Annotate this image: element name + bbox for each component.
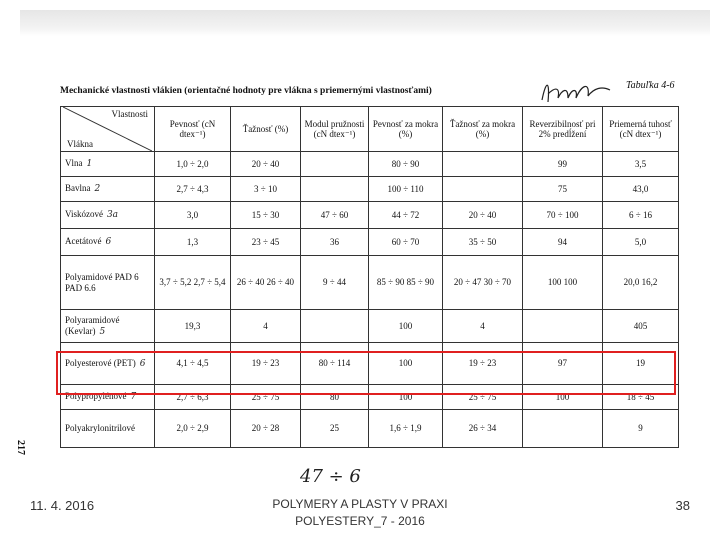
header-cell: Reverzibilnosť pri 2% predĺžení [523,107,603,152]
book-page-number: 217 [15,440,26,455]
table-caption: Tabuľka 4-6 [626,80,675,91]
handwritten-note: 47 ÷ 6 [300,466,361,487]
header-cell: Ťažnosť za mokra (%) [443,107,523,152]
table-cell: 85 ÷ 90 85 ÷ 90 [369,256,443,310]
handwritten-mark: 6 [139,358,146,369]
table-cell: 405 [603,310,679,343]
table-cell: 44 ÷ 72 [369,202,443,229]
table-cell: 25 ÷ 75 [231,385,301,410]
fiber-name: Polyesterové (PET) [65,357,136,368]
table-cell: 100 100 [523,256,603,310]
table-cell: 2,7 ÷ 6,3 [155,385,231,410]
table-cell [523,310,603,343]
handwritten-mark: 3a [106,210,119,221]
table-cell: 100 [369,343,443,385]
table-cell: 43,0 [603,177,679,202]
table-cell: 100 [369,385,443,410]
fiber-name: Polyakrylonitrilové [65,423,135,434]
fiber-name: Polypropylénové [65,391,127,402]
table-row [61,410,679,448]
handwritten-mark: 6 [105,237,112,248]
table-cell: 20,0 16,2 [603,256,679,310]
fiber-properties-table [60,106,679,448]
header-cell: Pevnosť za mokra (%) [369,107,443,152]
header-cell: Modul pružnosti (cN dtex⁻¹) [301,107,369,152]
table-cell: 4 [231,310,301,343]
table-cell [301,177,369,202]
table-cell: 9 ÷ 44 [301,256,369,310]
highlight-box-polyester-row [56,351,676,395]
table-row [61,229,679,256]
table-cell: 4 [443,310,523,343]
fiber-name: Vlna [65,158,83,169]
table-cell: 19 ÷ 23 [231,343,301,385]
fiber-name-cell [61,256,155,310]
table-cell: 19 [603,343,679,385]
table-cell: 75 [523,177,603,202]
fiber-name-cell [61,410,155,448]
table-cell: 99 [523,152,603,177]
footer-page-number: 38 [675,498,690,513]
fiber-name: Acetátové [65,236,102,247]
table-cell: 19,3 [155,310,231,343]
table-cell: 20 ÷ 40 [231,152,301,177]
table-cell: 26 ÷ 34 [443,410,523,448]
table-cell: 3 ÷ 10 [231,177,301,202]
table-cell: 4,1 ÷ 4,5 [155,343,231,385]
handwritten-mark: 7 [130,392,137,403]
table-cell: 23 ÷ 45 [231,229,301,256]
table-cell: 1,6 ÷ 1,9 [369,410,443,448]
fiber-name: Polyamidové PAD 6 PAD 6.6 [65,272,139,293]
corner-label-fibers: Vlákna [67,138,93,149]
table-cell: 6 ÷ 16 [603,202,679,229]
table-cell: 36 [301,229,369,256]
table-cell: 5,0 [603,229,679,256]
table-cell [443,177,523,202]
table-cell: 15 ÷ 30 [231,202,301,229]
table-cell: 18 ÷ 45 [603,385,679,410]
footer-date: 11. 4. 2016 [30,498,95,513]
scanned-table-page [15,68,688,464]
table-cell: 20 ÷ 28 [231,410,301,448]
fiber-name-cell [61,229,155,256]
corner-label-properties: Vlastnosti [111,109,148,119]
table-cell: 20 ÷ 47 30 ÷ 70 [443,256,523,310]
fiber-name-cell [61,177,155,202]
table-cell: 60 ÷ 70 [369,229,443,256]
table-cell: 94 [523,229,603,256]
table-cell: 2,0 ÷ 2,9 [155,410,231,448]
handwritten-signature-icon [538,76,618,106]
table-row [61,310,679,343]
handwritten-mark: 5 [99,326,106,337]
fiber-name: Bavlna [65,183,91,194]
table-header-row [61,107,679,152]
table-cell: 3,7 ÷ 5,2 2,7 ÷ 5,4 [155,256,231,310]
table-row [61,177,679,202]
table-cell: 35 ÷ 50 [443,229,523,256]
table-cell [523,410,603,448]
fiber-name-cell [61,202,155,229]
handwritten-mark: 1 [86,159,93,170]
table-cell: 25 ÷ 75 [443,385,523,410]
table-cell [443,152,523,177]
table-cell: 80 ÷ 114 [301,343,369,385]
header-cell: Ťažnosť (%) [231,107,301,152]
header-cell: Priemerná tuhosť (cN dtex⁻¹) [603,107,679,152]
table-cell: 9 [603,410,679,448]
fiber-name-cell [61,152,155,177]
fiber-name: Polyaramidové (Kevlar) [65,315,120,336]
table-cell: 19 ÷ 23 [443,343,523,385]
header-cell: Pevnosť (cN dtex⁻¹) [155,107,231,152]
table-cell: 100 [523,385,603,410]
table-cell: 3,0 [155,202,231,229]
table-cell: 97 [523,343,603,385]
table-cell: 100 ÷ 110 [369,177,443,202]
table-cell: 80 ÷ 90 [369,152,443,177]
table-title: Mechanické vlastnosti vlákien (orientačné hodnoty pre vlákna s priemernými vlastnosťami) [60,86,432,96]
table-row [61,202,679,229]
table-cell: 80 [301,385,369,410]
table-cell: 1,0 ÷ 2,0 [155,152,231,177]
handwritten-mark: 2 [94,184,101,195]
table-cell [301,310,369,343]
fiber-name: Viskózové [65,209,103,220]
table-cell: 3,5 [603,152,679,177]
header-corner [61,107,155,152]
table-cell: 25 [301,410,369,448]
table-row [61,256,679,310]
table-cell: 100 [369,310,443,343]
table-cell: 70 ÷ 100 [523,202,603,229]
top-gradient-band [20,10,710,36]
table-row [61,152,679,177]
table-cell: 2,7 ÷ 4,3 [155,177,231,202]
footer-title [234,496,486,531]
table-cell [301,152,369,177]
footer-title-line-2: POLYESTERY_7 - 2016 [295,514,425,529]
footer-title-line-1: POLYMERY A PLASTY V PRAXI [272,497,448,511]
table-cell: 26 ÷ 40 26 ÷ 40 [231,256,301,310]
table-cell: 47 ÷ 60 [301,202,369,229]
table-cell: 20 ÷ 40 [443,202,523,229]
table-cell: 1,3 [155,229,231,256]
fiber-name-cell [61,310,155,343]
